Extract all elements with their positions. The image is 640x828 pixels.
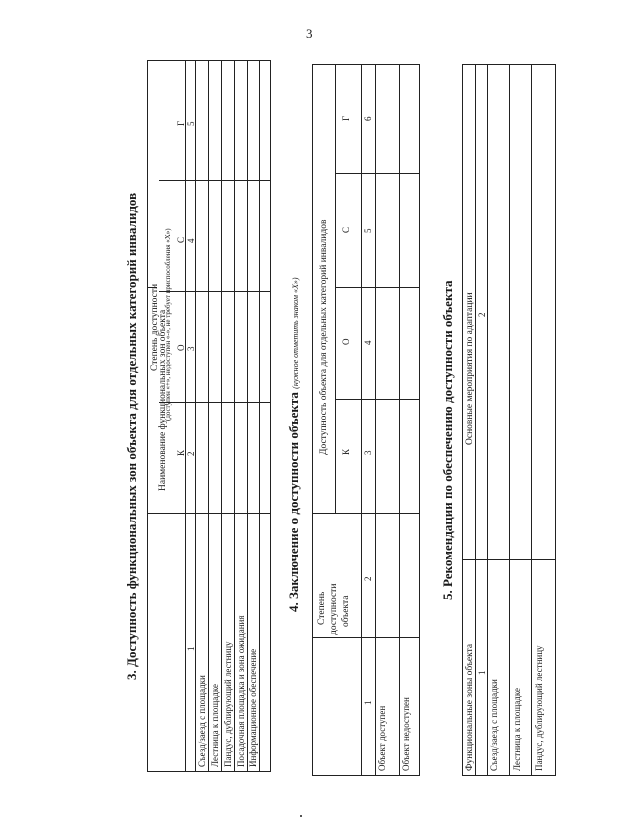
section3-title-text: 3. Доступность функциональных зон объекта для отдельных категорий инвалидов (124, 192, 139, 680)
section4-row-1: Объект доступен (377, 705, 387, 771)
section4-degree-header-1: Степень (317, 591, 327, 625)
section4-row-2: Объект недоступен (401, 697, 411, 771)
section4-colnum-1: 1 (363, 700, 373, 705)
section3-row-3: Пандус, дублирующий лестницу (223, 641, 233, 767)
section4-title-note: (нужное отметить знаком «Х») (291, 277, 300, 389)
section3-degree-header: Степень доступности (150, 283, 160, 371)
section3-cat-g: Г (176, 120, 186, 126)
section5-colnum-1: 1 (477, 670, 487, 675)
section5-col-measures-header: Основные мероприятия по адаптации (465, 292, 475, 445)
section4-cat-k: К (341, 448, 351, 455)
section4-colnum-6: 6 (363, 116, 373, 121)
section5-col-zones-header: Функциональные зоны объекта (465, 643, 475, 771)
page-dot (300, 815, 302, 817)
section3-row-2: Лестница к площадке (210, 684, 220, 767)
section3-row-5: Информационное обеспечение (248, 648, 258, 767)
section4-table (312, 64, 420, 776)
section5-row-2: Лестница к площадке (512, 688, 522, 771)
section5-row-3: Пандус, дублирующий лестницу (534, 645, 544, 771)
section3-cat-k: К (176, 449, 186, 456)
section4-title-text: 4. Заключение о доступности объекта (286, 392, 301, 612)
section5-colnum-2: 2 (477, 312, 487, 317)
section3-colnum-3: 3 (186, 346, 196, 351)
section4-colnum-5: 5 (363, 228, 373, 233)
section3-colnum-5: 5 (186, 121, 196, 126)
section4-access-header: Доступность объекта для отдельных категорий инвалидов (319, 219, 329, 455)
section3-col-name-header: Наименование функциональных зон объекта (158, 309, 168, 491)
section3-table (147, 60, 271, 772)
section4-colnum-4: 4 (363, 340, 373, 345)
section3-title (124, 193, 140, 680)
section4-colnum-3: 3 (363, 450, 373, 455)
section4-degree-header-2: доступности (329, 583, 339, 635)
section4-title (286, 277, 302, 612)
section5-title (440, 281, 456, 601)
section3-colnum-1: 1 (186, 646, 196, 651)
page-number: 3 (306, 26, 313, 41)
section3-cat-c: С (176, 236, 186, 243)
section5-title-text: 5. Рекомендации по обеспечению доступности объекта (440, 280, 455, 600)
section3-cat-o: О (176, 344, 186, 351)
section3-row-4: Посадочная площадка и зона ожидания (236, 615, 246, 767)
section4-cat-o: О (341, 338, 351, 345)
section3-colnum-2: 2 (186, 451, 196, 456)
section4-degree-header-3: объекта (341, 595, 351, 627)
section5-row-1: Съезд/заезд с площадки (489, 679, 499, 771)
section3-row-1: Съезд/заезд с площадки (197, 675, 207, 767)
section4-cat-c: С (341, 226, 351, 233)
section3-degree-note: (доступен «+», недоступен «-», не требует приспособления «Х») (164, 228, 172, 421)
section4-cat-g: Г (341, 115, 351, 121)
section4-colnum-2: 2 (363, 576, 373, 581)
section3-colnum-4: 4 (186, 238, 196, 243)
section5-table (462, 64, 556, 776)
